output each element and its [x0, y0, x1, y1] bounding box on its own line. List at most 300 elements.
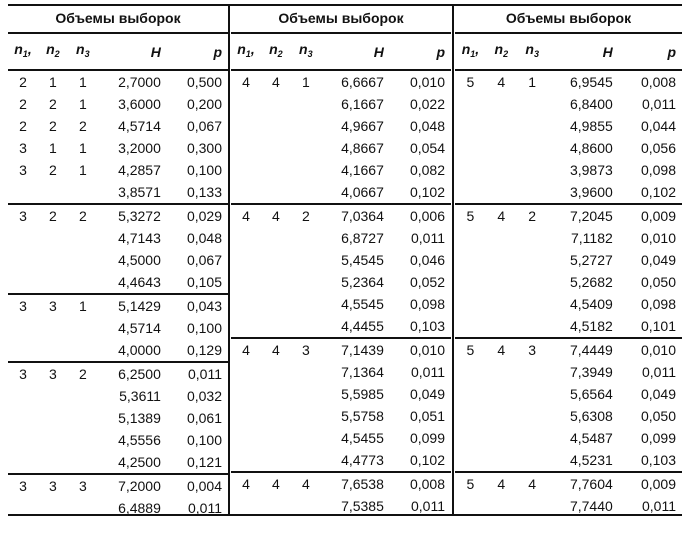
- divider-left: [228, 4, 230, 514]
- table-row: [455, 427, 682, 449]
- cell-p: 0,008: [409, 476, 445, 492]
- cell-p: 0,011: [411, 230, 445, 246]
- cell-h: 3,9600: [569, 184, 613, 200]
- cell-p: 0,133: [186, 184, 222, 200]
- cell-n3: 1: [78, 74, 87, 90]
- cell-n2: 4: [497, 74, 506, 90]
- cell-p: 0,048: [186, 230, 222, 246]
- cell-n3: [68, 429, 98, 451]
- table-row: [8, 70, 228, 93]
- cell-n2: 2: [49, 162, 57, 178]
- cell-n2: [38, 339, 68, 362]
- cell-n1: [231, 293, 261, 315]
- cell-n2: [261, 427, 291, 449]
- cell-n3: [291, 271, 321, 293]
- cell-n2: 4: [272, 476, 280, 492]
- table-row: [8, 249, 228, 271]
- cell-h: 6,9545: [569, 74, 613, 90]
- cell-n1: [455, 93, 486, 115]
- cell-n3: [68, 385, 98, 407]
- cell-n3: [517, 315, 548, 338]
- cell-p: 0,044: [640, 118, 676, 134]
- cell-p: 0,102: [409, 452, 445, 468]
- cell-n1: [455, 271, 486, 293]
- header-h: H: [150, 43, 161, 60]
- cell-n2: 4: [272, 208, 280, 224]
- cell-h: 4,5545: [341, 296, 384, 312]
- table-row: [455, 70, 682, 93]
- cell-p: 0,029: [186, 208, 222, 224]
- cell-h: 7,1439: [341, 342, 384, 358]
- table-row: [455, 227, 682, 249]
- panel-table: [455, 4, 682, 517]
- cell-n1: [8, 271, 38, 294]
- cell-n3: 1: [78, 298, 87, 314]
- cell-n1: [8, 429, 38, 451]
- cell-n3: [517, 427, 548, 449]
- cell-h: 5,5758: [341, 408, 384, 424]
- cell-h: 6,8400: [569, 96, 613, 112]
- cell-n2: [486, 383, 517, 405]
- cell-n3: [68, 271, 98, 294]
- cell-n1: [8, 227, 38, 249]
- cell-n2: [486, 427, 517, 449]
- table-row: [231, 227, 451, 249]
- column-header-row: [8, 33, 228, 70]
- cell-n3: [517, 227, 548, 249]
- cell-n1: [231, 361, 261, 383]
- cell-h: 7,5385: [341, 498, 384, 514]
- cell-n3: [68, 339, 98, 362]
- cell-h: 5,6308: [569, 408, 613, 424]
- cell-n1: [8, 249, 38, 271]
- cell-n3: 1: [301, 74, 310, 90]
- cell-n2: [486, 293, 517, 315]
- header-h: H: [373, 43, 384, 60]
- cell-p: 0,103: [640, 452, 676, 468]
- cell-n3: 1: [78, 96, 87, 112]
- cell-n1: [455, 115, 486, 137]
- cell-n2: 4: [272, 342, 280, 358]
- cell-h: 6,2500: [118, 366, 161, 382]
- table-row: [8, 474, 228, 497]
- cell-h: 4,8600: [569, 140, 613, 156]
- divider-right: [452, 4, 454, 514]
- cell-n1: 3: [19, 162, 27, 178]
- cell-n1: [455, 249, 486, 271]
- cell-n2: [261, 181, 291, 204]
- cell-n1: [231, 181, 261, 204]
- table-row: [231, 204, 451, 227]
- cell-n3: [517, 159, 548, 181]
- table-row: [231, 361, 451, 383]
- header-n2: $n_2$: [269, 41, 283, 59]
- cell-p: 0,010: [409, 74, 445, 90]
- cell-n3: [68, 249, 98, 271]
- cell-h: 4,5487: [569, 430, 613, 446]
- table-row: [231, 271, 451, 293]
- cell-n1: 2: [19, 74, 27, 90]
- panel-middle: [231, 4, 451, 514]
- cell-n2: [486, 361, 517, 383]
- cell-n1: 4: [242, 208, 250, 224]
- column-header-row: [231, 33, 451, 70]
- cell-h: 6,8727: [341, 230, 384, 246]
- table-row: [231, 159, 451, 181]
- header-n3: $n_3$: [299, 41, 313, 59]
- table-row: [231, 315, 451, 338]
- cell-n1: [455, 137, 486, 159]
- table-row: [8, 362, 228, 385]
- cell-p: 0,054: [409, 140, 445, 156]
- table-row: [231, 249, 451, 271]
- cell-n3: [291, 383, 321, 405]
- bottom-border: [8, 514, 682, 516]
- cell-h: 7,4449: [569, 342, 613, 358]
- cell-n1: [231, 115, 261, 137]
- cell-n1: [231, 315, 261, 338]
- cell-p: 0,011: [188, 500, 222, 516]
- cell-h: 7,2000: [118, 478, 161, 494]
- cell-n2: [486, 405, 517, 427]
- cell-n3: [68, 181, 98, 204]
- cell-h: 3,9873: [569, 162, 613, 178]
- table-row: [231, 427, 451, 449]
- cell-n3: 4: [301, 476, 310, 492]
- cell-n2: 4: [497, 342, 506, 358]
- table-row: [231, 338, 451, 361]
- cell-p: 0,102: [409, 184, 445, 200]
- cell-n1: 2: [19, 96, 27, 112]
- cell-n2: [486, 315, 517, 338]
- cell-n3: 3: [301, 342, 310, 358]
- cell-n2: [486, 271, 517, 293]
- cell-h: 4,2857: [118, 162, 161, 178]
- cell-n2: [486, 227, 517, 249]
- cell-n1: [8, 451, 38, 474]
- cell-n3: [517, 93, 548, 115]
- cell-h: 6,1667: [341, 96, 384, 112]
- cell-n1: [231, 405, 261, 427]
- cell-h: 5,5985: [341, 386, 384, 402]
- cell-n2: 3: [49, 366, 57, 382]
- cell-n2: 3: [49, 478, 57, 494]
- cell-h: 4,0000: [118, 342, 161, 358]
- cell-h: 5,2682: [569, 274, 613, 290]
- cell-p: 0,049: [409, 386, 445, 402]
- cell-n3: [291, 405, 321, 427]
- cell-n3: [291, 227, 321, 249]
- cell-n1: [231, 227, 261, 249]
- cell-h: 7,0364: [341, 208, 384, 224]
- cell-p: 0,010: [640, 342, 676, 358]
- cell-n1: [231, 159, 261, 181]
- cell-n2: 1: [49, 74, 57, 90]
- cell-p: 0,011: [642, 96, 676, 112]
- cell-n1: [231, 93, 261, 115]
- cell-n3: 3: [528, 342, 537, 358]
- header-p: p: [213, 43, 222, 60]
- cell-p: 0,049: [640, 252, 676, 268]
- cell-n1: [231, 383, 261, 405]
- cell-h: 6,6667: [341, 74, 384, 90]
- cell-n2: [486, 449, 517, 472]
- cell-h: 4,8667: [341, 140, 384, 156]
- cell-n3: [291, 293, 321, 315]
- cell-p: 0,102: [640, 184, 676, 200]
- table-row: [231, 137, 451, 159]
- table-row: [8, 429, 228, 451]
- cell-p: 0,098: [640, 296, 676, 312]
- cell-n2: [261, 159, 291, 181]
- cell-n3: 2: [528, 208, 537, 224]
- cell-p: 0,098: [640, 162, 676, 178]
- cell-p: 0,050: [640, 274, 676, 290]
- cell-n2: [261, 361, 291, 383]
- panel-title: Объемы выборок: [505, 10, 632, 26]
- table-row: [8, 385, 228, 407]
- cell-n1: [455, 181, 486, 204]
- cell-n1: [231, 427, 261, 449]
- cell-n1: [455, 159, 486, 181]
- cell-n1: [8, 385, 38, 407]
- cell-n1: 3: [19, 478, 27, 494]
- cell-h: 3,8571: [118, 184, 161, 200]
- header-p: p: [436, 43, 445, 60]
- cell-n1: 4: [242, 476, 250, 492]
- cell-n2: [261, 227, 291, 249]
- cell-n2: [38, 181, 68, 204]
- cell-n2: [261, 115, 291, 137]
- cell-n3: [68, 227, 98, 249]
- cell-h: 5,3272: [118, 208, 161, 224]
- cell-p: 0,100: [186, 432, 222, 448]
- cell-h: 5,2727: [569, 252, 613, 268]
- cell-n2: [261, 449, 291, 472]
- cell-n2: [261, 137, 291, 159]
- cell-n3: [291, 115, 321, 137]
- cell-p: 0,004: [186, 478, 222, 494]
- cell-p: 0,056: [640, 140, 676, 156]
- cell-h: 4,4773: [341, 452, 384, 468]
- panel-title: Объемы выборок: [55, 10, 181, 26]
- cell-h: 5,1389: [118, 410, 161, 426]
- cell-n1: [8, 407, 38, 429]
- table-row: [455, 181, 682, 204]
- cell-n2: 3: [49, 298, 57, 314]
- cell-p: 0,500: [186, 74, 222, 90]
- cell-n3: [517, 293, 548, 315]
- cell-h: 4,5000: [118, 252, 161, 268]
- header-h: H: [602, 43, 613, 60]
- cell-n3: [291, 249, 321, 271]
- cell-n3: [291, 427, 321, 449]
- cell-p: 0,099: [409, 430, 445, 446]
- cell-h: 7,1182: [571, 230, 613, 246]
- cell-h: 7,2045: [569, 208, 613, 224]
- cell-h: 5,1429: [118, 298, 161, 314]
- cell-n1: 5: [466, 342, 475, 358]
- cell-n2: [38, 451, 68, 474]
- table-row: [455, 137, 682, 159]
- cell-n1: 5: [466, 476, 475, 492]
- cell-p: 0,051: [409, 408, 445, 424]
- table-row: [455, 271, 682, 293]
- cell-n2: [486, 115, 517, 137]
- panel-table: [8, 4, 228, 519]
- table-row: [231, 115, 451, 137]
- cell-n2: [261, 249, 291, 271]
- header-n1: $n_1$,: [237, 41, 255, 59]
- cell-n1: [8, 317, 38, 339]
- cell-n2: [38, 317, 68, 339]
- table-row: [231, 181, 451, 204]
- cell-n2: [38, 249, 68, 271]
- table-row: [8, 227, 228, 249]
- cell-p: 0,011: [642, 498, 676, 514]
- cell-n2: [261, 315, 291, 338]
- cell-n3: [68, 451, 98, 474]
- table-row: [8, 294, 228, 317]
- table-row: [231, 383, 451, 405]
- table-row: [455, 204, 682, 227]
- cell-n2: 2: [49, 208, 57, 224]
- cell-n2: [486, 159, 517, 181]
- cell-n2: [486, 137, 517, 159]
- cell-h: 4,5409: [569, 296, 613, 312]
- cell-n1: [455, 293, 486, 315]
- cell-n1: 4: [242, 342, 250, 358]
- cell-n3: 4: [528, 476, 537, 492]
- cell-p: 0,009: [640, 476, 676, 492]
- cell-p: 0,105: [186, 274, 222, 290]
- cell-p: 0,011: [188, 366, 222, 382]
- table-row: [231, 93, 451, 115]
- cell-n3: [68, 317, 98, 339]
- cell-p: 0,006: [409, 208, 445, 224]
- cell-p: 0,200: [186, 96, 222, 112]
- panel-table: [231, 4, 451, 517]
- cell-h: 4,5231: [569, 452, 613, 468]
- cell-p: 0,101: [640, 318, 676, 334]
- cell-p: 0,011: [411, 364, 445, 380]
- cell-h: 4,5714: [118, 118, 161, 134]
- header-n3: $n_3$: [76, 41, 90, 59]
- table-row: [8, 137, 228, 159]
- table-row: [231, 70, 451, 93]
- cell-p: 0,048: [409, 118, 445, 134]
- cell-n3: 2: [78, 208, 87, 224]
- cell-h: 3,6000: [118, 96, 161, 112]
- cell-n1: [231, 449, 261, 472]
- cell-n1: [231, 249, 261, 271]
- cell-h: 4,5556: [118, 432, 161, 448]
- table-row: [8, 159, 228, 181]
- cell-p: 0,022: [409, 96, 445, 112]
- header-n1: $n_1$,: [14, 41, 32, 59]
- cell-n3: [291, 93, 321, 115]
- header-n3: $n_3$: [525, 41, 539, 59]
- cell-p: 0,043: [186, 298, 222, 314]
- cell-n1: 5: [466, 208, 475, 224]
- cell-n1: [231, 271, 261, 293]
- cell-h: 4,5182: [569, 318, 613, 334]
- cell-n2: [486, 93, 517, 115]
- cell-p: 0,046: [409, 252, 445, 268]
- table-row: [455, 449, 682, 472]
- table-row: [455, 93, 682, 115]
- cell-h: 5,3611: [119, 388, 161, 404]
- cell-p: 0,010: [640, 230, 676, 246]
- cell-n1: 2: [19, 118, 27, 134]
- cell-h: 4,4643: [118, 274, 161, 290]
- cell-p: 0,099: [640, 430, 676, 446]
- header-n2: $n_2$: [494, 41, 509, 59]
- cell-n1: 5: [466, 74, 475, 90]
- table-row: [231, 472, 451, 495]
- cell-n2: [38, 271, 68, 294]
- cell-p: 0,103: [409, 318, 445, 334]
- cell-p: 0,129: [186, 342, 222, 358]
- cell-n2: [261, 293, 291, 315]
- cell-n1: [455, 405, 486, 427]
- cell-p: 0,300: [186, 140, 222, 156]
- cell-h: 7,7440: [569, 498, 613, 514]
- cell-h: 3,2000: [118, 140, 161, 156]
- table-row: [8, 339, 228, 362]
- table-row: [455, 159, 682, 181]
- cell-h: 7,7604: [569, 476, 613, 492]
- cell-p: 0,052: [409, 274, 445, 290]
- table-row: [8, 271, 228, 294]
- cell-n1: 3: [19, 366, 27, 382]
- cell-h: 2,7000: [118, 74, 161, 90]
- cell-p: 0,008: [640, 74, 676, 90]
- cell-n1: [8, 339, 38, 362]
- cell-h: 5,4545: [341, 252, 384, 268]
- cell-n2: [261, 383, 291, 405]
- cell-n3: 2: [78, 366, 87, 382]
- cell-p: 0,050: [640, 408, 676, 424]
- panel-title: Объемы выборок: [278, 10, 404, 26]
- table-row: [455, 383, 682, 405]
- table-row: [455, 361, 682, 383]
- cell-n3: [517, 383, 548, 405]
- cell-h: 4,5455: [341, 430, 384, 446]
- table-row: [455, 472, 682, 495]
- statistics-table: [8, 4, 682, 514]
- cell-h: 4,1667: [341, 162, 384, 178]
- cell-p: 0,100: [186, 162, 222, 178]
- cell-n3: [68, 407, 98, 429]
- cell-n2: 4: [272, 74, 280, 90]
- cell-p: 0,098: [409, 296, 445, 312]
- cell-n2: [486, 249, 517, 271]
- cell-h: 4,5714: [118, 320, 161, 336]
- cell-n2: [261, 405, 291, 427]
- cell-p: 0,032: [186, 388, 222, 404]
- cell-n1: [455, 315, 486, 338]
- panel-right: [455, 4, 682, 514]
- cell-n3: [517, 249, 548, 271]
- header-p: p: [667, 43, 676, 60]
- cell-p: 0,082: [409, 162, 445, 178]
- column-header-row: [455, 33, 682, 70]
- table-row: [8, 317, 228, 339]
- table-row: [8, 181, 228, 204]
- cell-h: 4,2500: [118, 454, 161, 470]
- cell-n1: 3: [19, 140, 27, 156]
